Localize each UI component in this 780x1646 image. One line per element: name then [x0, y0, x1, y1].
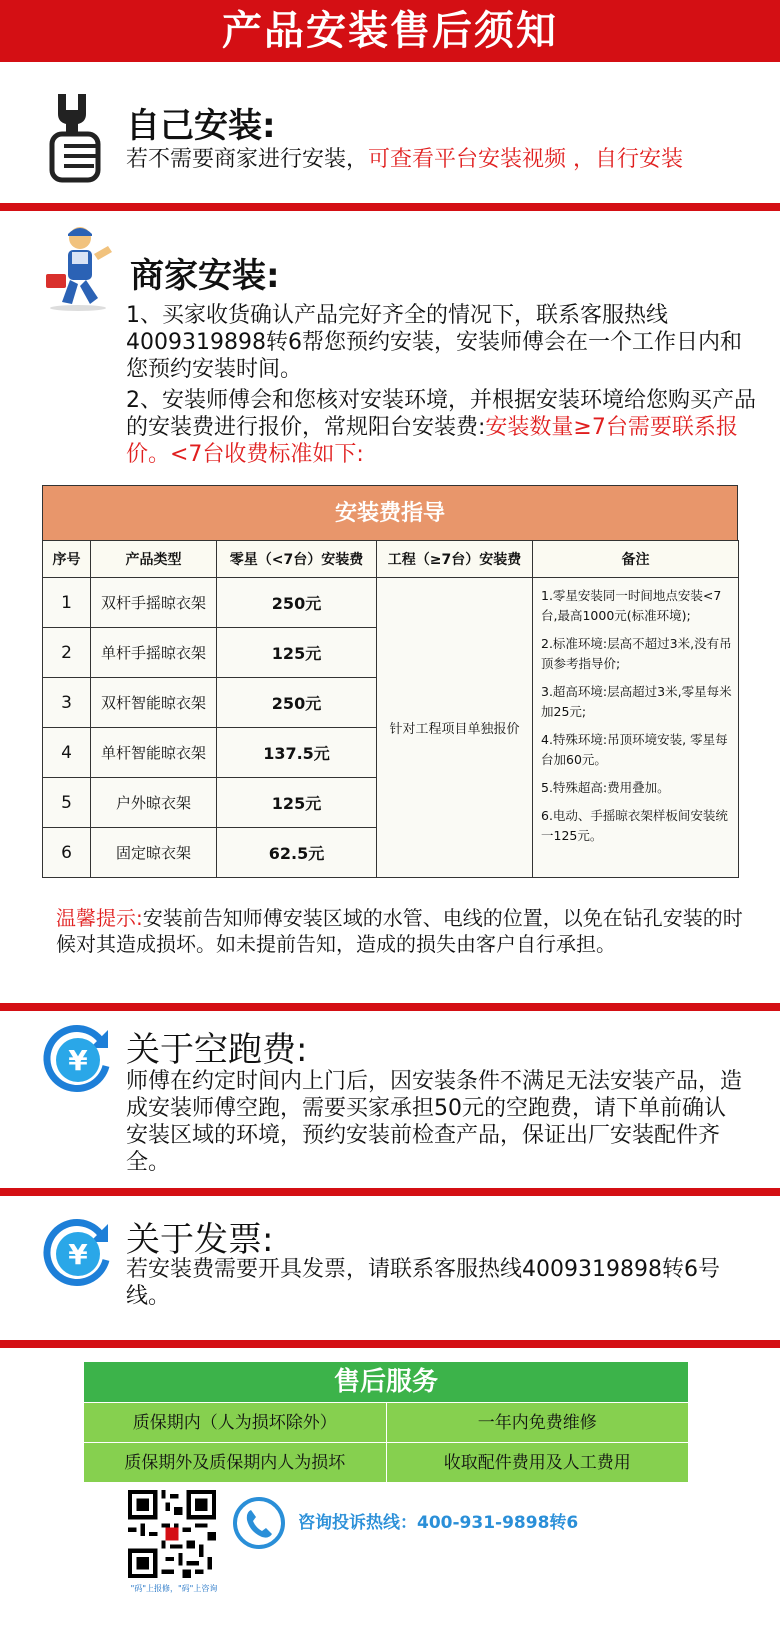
note-item: 5.特殊超高:费用叠加。: [541, 780, 670, 795]
wrench-thumbs-up-icon: [44, 88, 108, 184]
after-sales-table: [84, 1362, 688, 1482]
complaint-hotline: 咨询投诉热线：400-931-9898转6: [298, 1513, 579, 1533]
merchant-install-title: 商家安装:: [130, 256, 280, 296]
merchant-install-p1: 1、买家收货确认产品完好齐全的情况下，联系客服热线4009319898转6帮您预约安装，安装师傅会在一个工作日内和您预约安装时间。: [126, 303, 742, 382]
project-install-fee: 针对工程项目单独报价: [377, 578, 533, 878]
yuan-refresh-icon: [40, 1216, 116, 1292]
product-type: 双杆智能晾衣架: [91, 678, 217, 728]
row-number: 6: [43, 828, 91, 878]
warranty-service: 收取配件费用及人工费用: [386, 1443, 689, 1482]
column-header: 产品类型: [91, 541, 217, 578]
row-number: 1: [43, 578, 91, 628]
note-item: 4.特殊环境:吊顶环境安装, 零星每台加60元。: [541, 732, 728, 767]
invoice-title: 关于发票:: [126, 1220, 274, 1260]
column-header: 备注: [533, 541, 739, 578]
divider: [0, 203, 780, 211]
fee-notes: [533, 578, 739, 878]
row-number: 2: [43, 628, 91, 678]
column-header: 工程（≥7台）安装费: [377, 541, 533, 578]
warranty-condition: 质保期外及质保期内人为损坏: [124, 1453, 346, 1473]
warranty-condition: 质保期内（人为损坏除外）: [132, 1413, 337, 1433]
product-type: 单杆智能晾衣架: [91, 728, 217, 778]
fee-table-grid: [42, 540, 739, 878]
row-number: 5: [43, 778, 91, 828]
warm-tip: [56, 905, 746, 957]
svg-text:¥: ¥: [68, 1044, 88, 1077]
retail-install-fee: 250元: [217, 578, 377, 628]
qr-code-icon[interactable]: [128, 1490, 216, 1578]
retail-install-fee: 125元: [217, 628, 377, 678]
phone-icon: [232, 1496, 286, 1550]
installer-worker-icon: [42, 224, 116, 312]
column-header: 零星（<7台）安装费: [217, 541, 377, 578]
self-install-title: 自己安装:: [126, 106, 276, 146]
product-type: 双杆手摇晾衣架: [91, 578, 217, 628]
note-item: 2.标准环境:层高不超过3米,没有吊顶参考指导价;: [541, 636, 732, 671]
empty-run-text: 师傅在约定时间内上门后，因安装条件不满足无法安装产品，造成安装师傅空跑，需要买家承担50元的空跑费，请下单前确认安装区域的环境，预约安装前检查产品，保证出厂安装配件齐全。: [126, 1069, 743, 1175]
product-type: 单杆手摇晾衣架: [91, 628, 217, 678]
fee-table-title: 安装费指导: [42, 485, 738, 540]
row-number: 4: [43, 728, 91, 778]
divider: [0, 1003, 780, 1011]
self-install-text: 若不需要商家进行安装，可查看平台安装视频 ，自行安装: [126, 147, 684, 172]
install-fee-table: [42, 485, 738, 878]
qr-caption: "码"上报修，"码"上咨询: [130, 1584, 218, 1593]
divider: [0, 1188, 780, 1196]
retail-install-fee: 125元: [217, 778, 377, 828]
warranty-service: 一年内免费维修: [386, 1403, 689, 1442]
warm-tip-label: 温馨提示:: [56, 906, 143, 930]
product-type: 固定晾衣架: [91, 828, 217, 878]
table-row: [43, 578, 739, 628]
table-row: [84, 1402, 688, 1442]
svg-text:¥: ¥: [68, 1238, 88, 1271]
table-header-row: [43, 541, 739, 578]
divider: [0, 1340, 780, 1348]
retail-install-fee: 250元: [217, 678, 377, 728]
invoice-text: 若安装费需要开具发票，请联系客服热线4009319898转6号线。: [126, 1257, 720, 1309]
warm-tip-text: 安装前告知师傅安装区域的水管、电线的位置，以免在钻孔安装的时候对其造成损坏。如未提前告知，造成的损失由客户自行承担。: [56, 906, 743, 956]
empty-run-title: 关于空跑费:: [126, 1030, 308, 1070]
note-item: 1.零星安装同一时间地点安装<7台,最高1000元(标准环境);: [541, 588, 722, 623]
column-header: 序号: [43, 541, 91, 578]
note-item: 6.电动、手摇晾衣架样板间安装统一125元。: [541, 808, 728, 843]
after-sales-title: 售后服务: [84, 1362, 688, 1402]
merchant-install-p2: 2、安装师傅会和您核对安装环境，并根据安装环境给您购买产品的安装费进行报价，常规阳台安装费:安装数量≥7台需要联系报价。<7台收费标准如下:: [126, 388, 756, 467]
note-item: 3.超高环境:层高超过3米,零星每米加25元;: [541, 684, 732, 719]
row-number: 3: [43, 678, 91, 728]
retail-install-fee: 62.5元: [217, 828, 377, 878]
page-title: 产品安装售后须知: [0, 0, 780, 62]
retail-install-fee: 137.5元: [217, 728, 377, 778]
product-type: 户外晾衣架: [91, 778, 217, 828]
yuan-refresh-icon: [40, 1022, 116, 1098]
table-row: [84, 1442, 688, 1482]
